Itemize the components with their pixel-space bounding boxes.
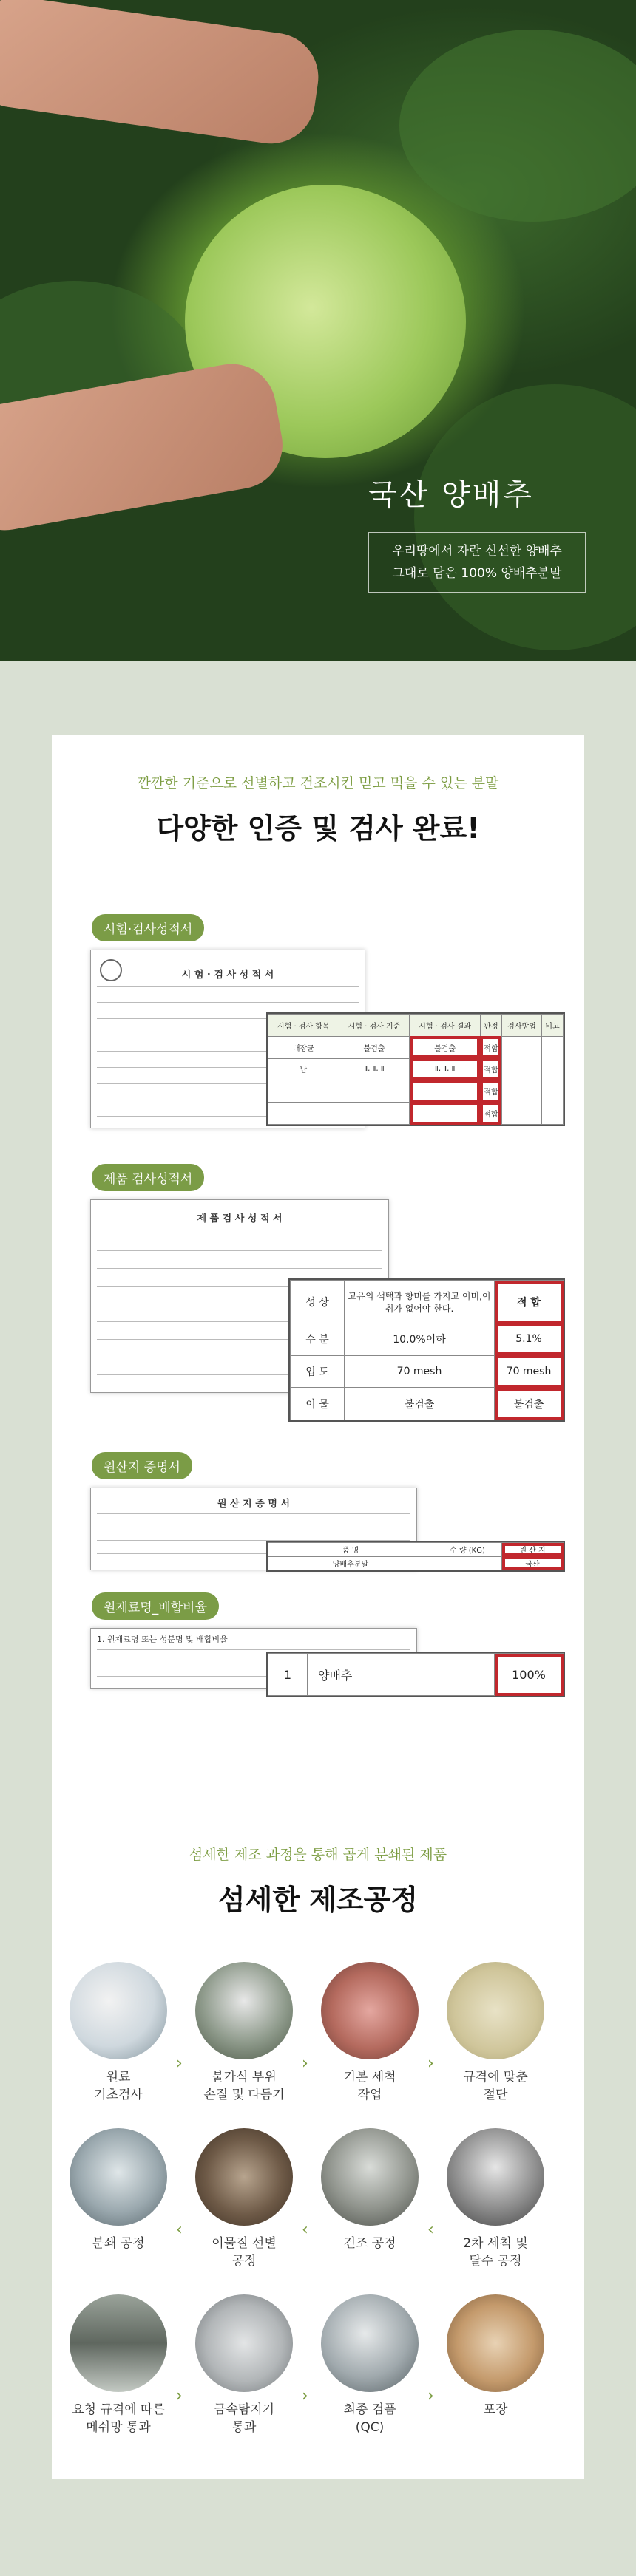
product-report-zoom bbox=[288, 1278, 565, 1422]
ingredients-zoom bbox=[266, 1652, 565, 1697]
step-photo bbox=[321, 1962, 419, 2059]
chevron-right-icon: › bbox=[427, 2387, 434, 2405]
step-photo bbox=[195, 1962, 293, 2059]
process-step bbox=[192, 2294, 296, 2436]
process-step bbox=[318, 1962, 422, 2104]
zoom-header: 시험 · 검사 결과 bbox=[410, 1015, 481, 1037]
zoom-cell: 불검출 bbox=[339, 1036, 410, 1058]
zoom-item: 양배추분말 bbox=[268, 1556, 433, 1570]
cabbage-leaf bbox=[399, 30, 636, 222]
zoom-result: 적 합 bbox=[495, 1281, 564, 1323]
process-step bbox=[318, 2294, 422, 2436]
step-label: 요청 규격에 따른 메쉬망 통과 bbox=[72, 2402, 165, 2435]
section-label-ingredients: 원재료명_배합비율 bbox=[92, 1592, 219, 1620]
step-label: 금속탐지기 통과 bbox=[213, 2402, 275, 2435]
zoom-cell: Ⅱ, Ⅱ, Ⅱ bbox=[339, 1058, 410, 1080]
zoom-cell: 대장균 bbox=[268, 1036, 339, 1058]
origin-cert-zoom bbox=[266, 1541, 565, 1572]
chevron-right-icon: › bbox=[176, 2054, 183, 2073]
zoom-spec: 70 mesh bbox=[345, 1355, 495, 1388]
zoom-result: 불검출 bbox=[495, 1388, 564, 1420]
zoom-verdict-cell: 적합 bbox=[480, 1080, 501, 1103]
zoom-spec: 고유의 색택과 향미를 가지고 이미,이취가 없어야 한다. bbox=[345, 1281, 495, 1323]
chevron-right-icon: › bbox=[302, 2054, 308, 2073]
chevron-left-icon: ‹ bbox=[427, 2221, 434, 2239]
process-step bbox=[444, 1962, 547, 2104]
zoom-header-origin: 원 산 지 bbox=[502, 1543, 564, 1557]
step-label: 원료 기초검사 bbox=[94, 2070, 143, 2102]
section-label-origin-cert: 원산지 증명서 bbox=[92, 1452, 192, 1479]
content-card bbox=[52, 735, 584, 2479]
step-photo bbox=[70, 1962, 167, 2059]
zoom-no: 1 bbox=[268, 1654, 308, 1696]
hand-top bbox=[0, 0, 324, 149]
section-label-product-report: 제품 검사성적서 bbox=[92, 1164, 204, 1191]
process-step bbox=[192, 2128, 296, 2270]
cert-title: 다양한 인증 및 검사 완료! bbox=[156, 812, 480, 845]
step-photo bbox=[321, 2294, 419, 2392]
step-label: 불가식 부위 손질 및 다듬기 bbox=[203, 2070, 285, 2102]
hero-title: 국산 양배추 bbox=[368, 478, 534, 512]
hero-line-2: 그대로 담은 100% 양배추분말 bbox=[392, 566, 562, 581]
zoom-header: 검사방법 bbox=[501, 1015, 541, 1037]
zoom-name: 양배추 bbox=[308, 1654, 495, 1696]
product-report-doc-title: 제 품 검 사 성 적 서 bbox=[197, 1213, 283, 1224]
chevron-left-icon: ‹ bbox=[176, 2221, 183, 2239]
section-label-test-report: 시험·검사성적서 bbox=[92, 914, 204, 941]
zoom-header: 시험 · 검사 항목 bbox=[268, 1015, 339, 1037]
step-label: 기본 세척 작업 bbox=[343, 2070, 396, 2102]
cabbage-leaf bbox=[414, 384, 636, 650]
zoom-verdict-cell: 적합 bbox=[480, 1036, 501, 1058]
ingredients-doc-title: 1. 원재료명 또는 성분명 및 배합비율 bbox=[97, 1635, 228, 1644]
step-label: 분쇄 공정 bbox=[92, 2236, 145, 2251]
zoom-header: 판정 bbox=[480, 1015, 501, 1037]
step-photo bbox=[447, 1962, 544, 2059]
zoom-verdict-cell: 적합 bbox=[480, 1103, 501, 1125]
chevron-right-icon: › bbox=[302, 2387, 308, 2405]
zoom-header: 수 량 (KG) bbox=[433, 1543, 502, 1557]
zoom-cell bbox=[339, 1103, 410, 1125]
step-label: 최종 검품 (QC) bbox=[343, 2402, 396, 2435]
zoom-note-cell bbox=[542, 1036, 564, 1124]
zoom-result: 5.1% bbox=[495, 1323, 564, 1356]
cert-subtitle: 깐깐한 기준으로 선별하고 건조시킨 믿고 먹을 수 있는 분말 bbox=[137, 775, 499, 791]
zoom-item: 입 도 bbox=[291, 1355, 345, 1388]
process-subtitle: 섬세한 제조 과정을 통해 곱게 분쇄된 제품 bbox=[189, 1847, 447, 1863]
step-label: 규격에 맞춘 절단 bbox=[463, 2070, 528, 2102]
step-label: 포장 bbox=[483, 2402, 508, 2417]
zoom-header: 비고 bbox=[542, 1015, 564, 1037]
zoom-result-cell bbox=[410, 1103, 481, 1125]
process-step bbox=[67, 2294, 170, 2436]
chevron-left-icon: ‹ bbox=[302, 2221, 308, 2239]
process-step bbox=[318, 2128, 422, 2252]
process-step bbox=[67, 1962, 170, 2104]
zoom-header: 품 명 bbox=[268, 1543, 433, 1557]
step-photo bbox=[70, 2128, 167, 2226]
zoom-item: 성 상 bbox=[291, 1281, 345, 1323]
zoom-header: 시험 · 검사 기준 bbox=[339, 1015, 410, 1037]
zoom-spec: 불검출 bbox=[345, 1388, 495, 1420]
zoom-item: 수 분 bbox=[291, 1323, 345, 1356]
step-label: 이물질 선별 공정 bbox=[212, 2236, 277, 2269]
zoom-ratio: 100% bbox=[495, 1654, 564, 1696]
process-step bbox=[444, 2294, 547, 2419]
step-label: 건조 공정 bbox=[343, 2236, 396, 2251]
process-step bbox=[192, 1962, 296, 2104]
step-label: 2차 세척 및 탈수 공정 bbox=[463, 2236, 528, 2269]
zoom-item: 이 물 bbox=[291, 1388, 345, 1420]
step-photo bbox=[447, 2294, 544, 2392]
step-photo bbox=[195, 2128, 293, 2226]
zoom-cell bbox=[268, 1080, 339, 1103]
zoom-qty bbox=[433, 1556, 502, 1570]
hero-banner bbox=[0, 0, 636, 661]
test-report-doc-title: 시 험 · 검 사 성 적 서 bbox=[181, 970, 274, 981]
step-photo bbox=[195, 2294, 293, 2392]
zoom-method-cell bbox=[501, 1036, 541, 1124]
process-step bbox=[67, 2128, 170, 2252]
zoom-origin: 국산 bbox=[502, 1556, 564, 1570]
zoom-cell bbox=[268, 1103, 339, 1125]
chevron-right-icon: › bbox=[427, 2054, 434, 2073]
step-photo bbox=[447, 2128, 544, 2226]
zoom-spec: 10.0%이하 bbox=[345, 1323, 495, 1356]
zoom-result-cell bbox=[410, 1080, 481, 1103]
hero-description bbox=[368, 532, 586, 593]
hero-line-1: 우리땅에서 자란 신선한 양배추 bbox=[392, 544, 562, 559]
step-photo bbox=[321, 2128, 419, 2226]
zoom-result: 70 mesh bbox=[495, 1355, 564, 1388]
test-report-zoom bbox=[266, 1012, 565, 1126]
step-photo bbox=[70, 2294, 167, 2392]
zoom-cell: 납 bbox=[268, 1058, 339, 1080]
zoom-result-cell: Ⅱ, Ⅱ, Ⅱ bbox=[410, 1058, 481, 1080]
process-step bbox=[444, 2128, 547, 2270]
zoom-verdict-cell: 적합 bbox=[480, 1058, 501, 1080]
zoom-cell bbox=[339, 1080, 410, 1103]
chevron-right-icon: › bbox=[176, 2387, 183, 2405]
origin-cert-doc-title: 원 산 지 증 명 서 bbox=[217, 1499, 290, 1510]
zoom-result-cell: 불검출 bbox=[410, 1036, 481, 1058]
process-title: 섬세한 제조공정 bbox=[217, 1884, 419, 1916]
